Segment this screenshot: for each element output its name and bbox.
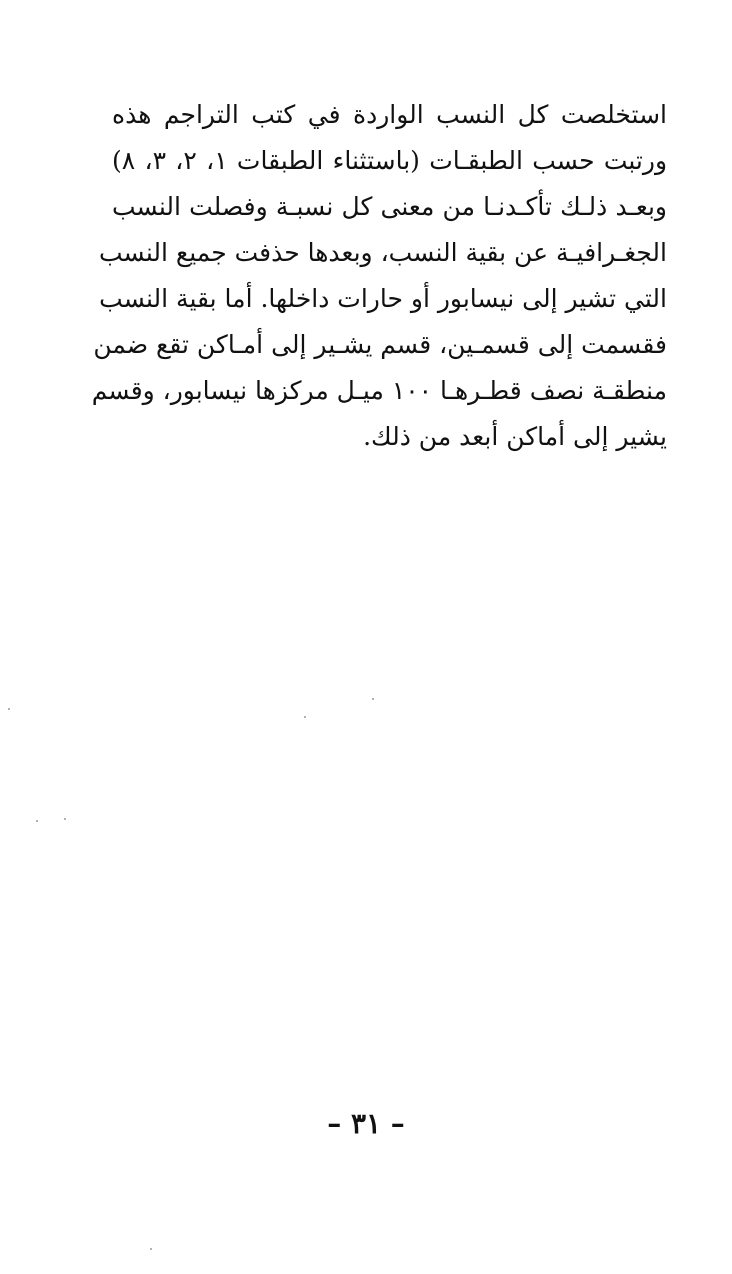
scan-speck — [8, 708, 10, 710]
scan-speck — [304, 716, 306, 718]
scan-speck — [150, 1248, 152, 1250]
text-line: فقسمت إلى قسمـين، قسم يشـير إلى أمـاكن تقع ضمن — [93, 330, 667, 359]
text-line: الجغـرافيـة عن بقية النسب، وبعدها حذفت جميع النسب — [98, 238, 667, 267]
text-line: يشير إلى أماكن أبعد من ذلك. — [363, 422, 667, 451]
scan-speck — [36, 820, 38, 822]
text-line: استخلصت كل النسب الواردة في كتب التراجم هذه — [112, 100, 667, 129]
body-paragraph — [91, 92, 668, 460]
scan-speck — [372, 698, 374, 700]
text-line: منطقـة نصف قطـرهـا ١٠٠ ميـل مركزها نيسابور، وقسم — [91, 376, 667, 405]
scan-speck — [64, 818, 66, 820]
text-line: التي تشير إلى نيسابور أو حارات داخلها. أما بقية النسب — [99, 284, 667, 313]
page-number: – ٣١ – — [327, 1107, 405, 1140]
text-line: ورتبت حسب الطبقـات (باستثناء الطبقات ١، ٢، ٣، ٨) — [112, 146, 668, 175]
text-line: وبعـد ذلـك تأكـدنـا من معنى كل نسبـة وفصلت النسب — [112, 192, 667, 221]
